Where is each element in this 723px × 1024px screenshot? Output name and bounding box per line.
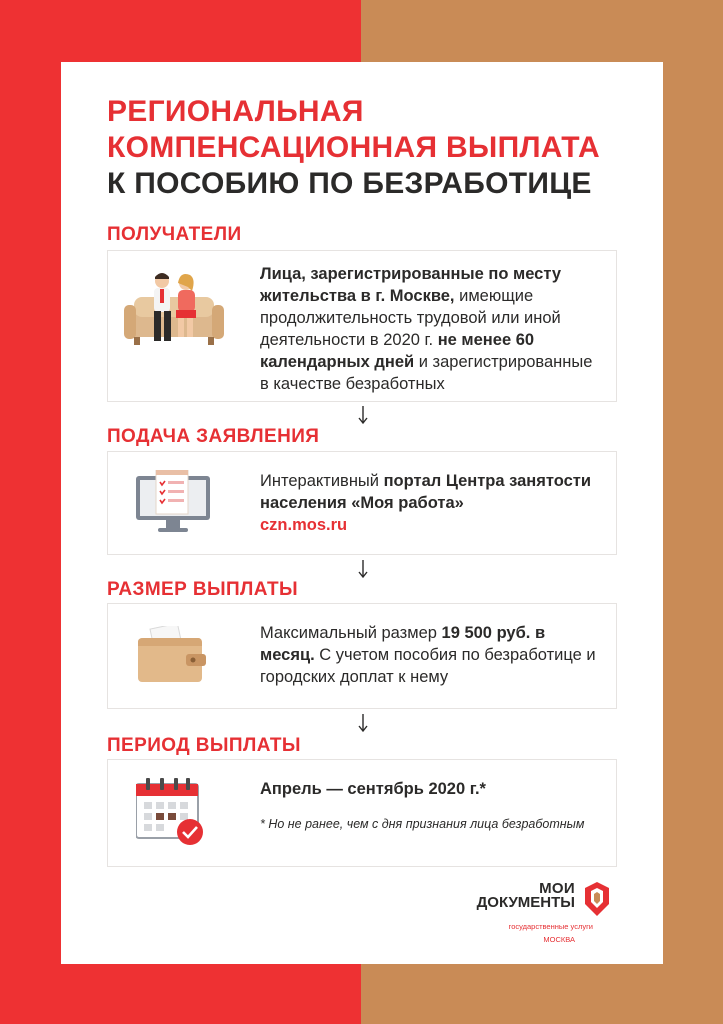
logo-line-2: ДОКУМЕНТЫ: [476, 894, 575, 911]
period-bold-1: Апрель — сентябрь 2020 г.*: [260, 780, 486, 798]
logo-mark-icon: [585, 882, 609, 916]
title-line-2: КОМПЕНСАЦИОННАЯ ВЫПЛАТА: [107, 131, 600, 164]
czn-link[interactable]: czn.mos.ru: [260, 516, 348, 534]
application-box: [107, 451, 617, 555]
period-text: [260, 778, 604, 800]
recipients-text: [260, 263, 604, 395]
computer-form-icon: [136, 470, 210, 539]
amount-text: [260, 622, 604, 688]
amount-bold-1: 19 500 руб. в месяц.: [260, 624, 546, 664]
arrow-down-icon: [357, 714, 369, 734]
amount-text-1: Максимальный размер: [260, 624, 442, 642]
recipients-bold-2: не менее 60 календарных дней: [260, 331, 535, 371]
application-heading: ПОДАЧА ЗАЯВЛЕНИЯ: [107, 426, 320, 447]
amount-text-2: С учетом пособия по безработице и городских доплат к нему: [260, 646, 596, 686]
page-title: [107, 94, 647, 202]
period-box: [107, 759, 617, 867]
application-bold-1: портал Центра занятости населения «Моя работа»: [260, 472, 592, 512]
moi-dokumenty-logo: [476, 880, 633, 950]
logo-line-3: государственные услуги: [508, 922, 593, 931]
recipients-text-1: имеющие продолжительность трудовой или иной деятельности в 2020 г.: [260, 287, 561, 349]
period-heading: ПЕРИОД ВЫПЛАТЫ: [107, 735, 301, 756]
recipients-text-2: и зарегистрированные в качестве безработных: [260, 353, 593, 393]
logo-line-4: МОСКВА: [543, 935, 575, 944]
calendar-check-icon: [136, 778, 208, 853]
arrow-down-icon: [357, 560, 369, 580]
arrow-down-icon: [357, 406, 369, 426]
info-card: [61, 62, 663, 964]
wallet-icon: [138, 626, 208, 689]
title-line-3: К ПОСОБИЮ ПО БЕЗРАБОТИЦЕ: [107, 167, 592, 200]
couple-on-sofa-icon: [124, 269, 224, 354]
amount-box: [107, 603, 617, 709]
recipients-box: [107, 250, 617, 402]
application-text: [260, 470, 604, 536]
period-note: * Но не ранее, чем с дня признания лица безработным: [260, 817, 585, 831]
recipients-bold-1: Лица, зарегистрированные по месту жительства в г. Москве,: [260, 265, 562, 305]
logo-line-1: МОИ: [539, 880, 575, 897]
recipients-heading: ПОЛУЧАТЕЛИ: [107, 224, 242, 245]
amount-heading: РАЗМЕР ВЫПЛАТЫ: [107, 579, 298, 600]
application-text-1: Интерактивный: [260, 472, 384, 490]
title-line-1: РЕГИОНАЛЬНАЯ: [107, 95, 364, 128]
